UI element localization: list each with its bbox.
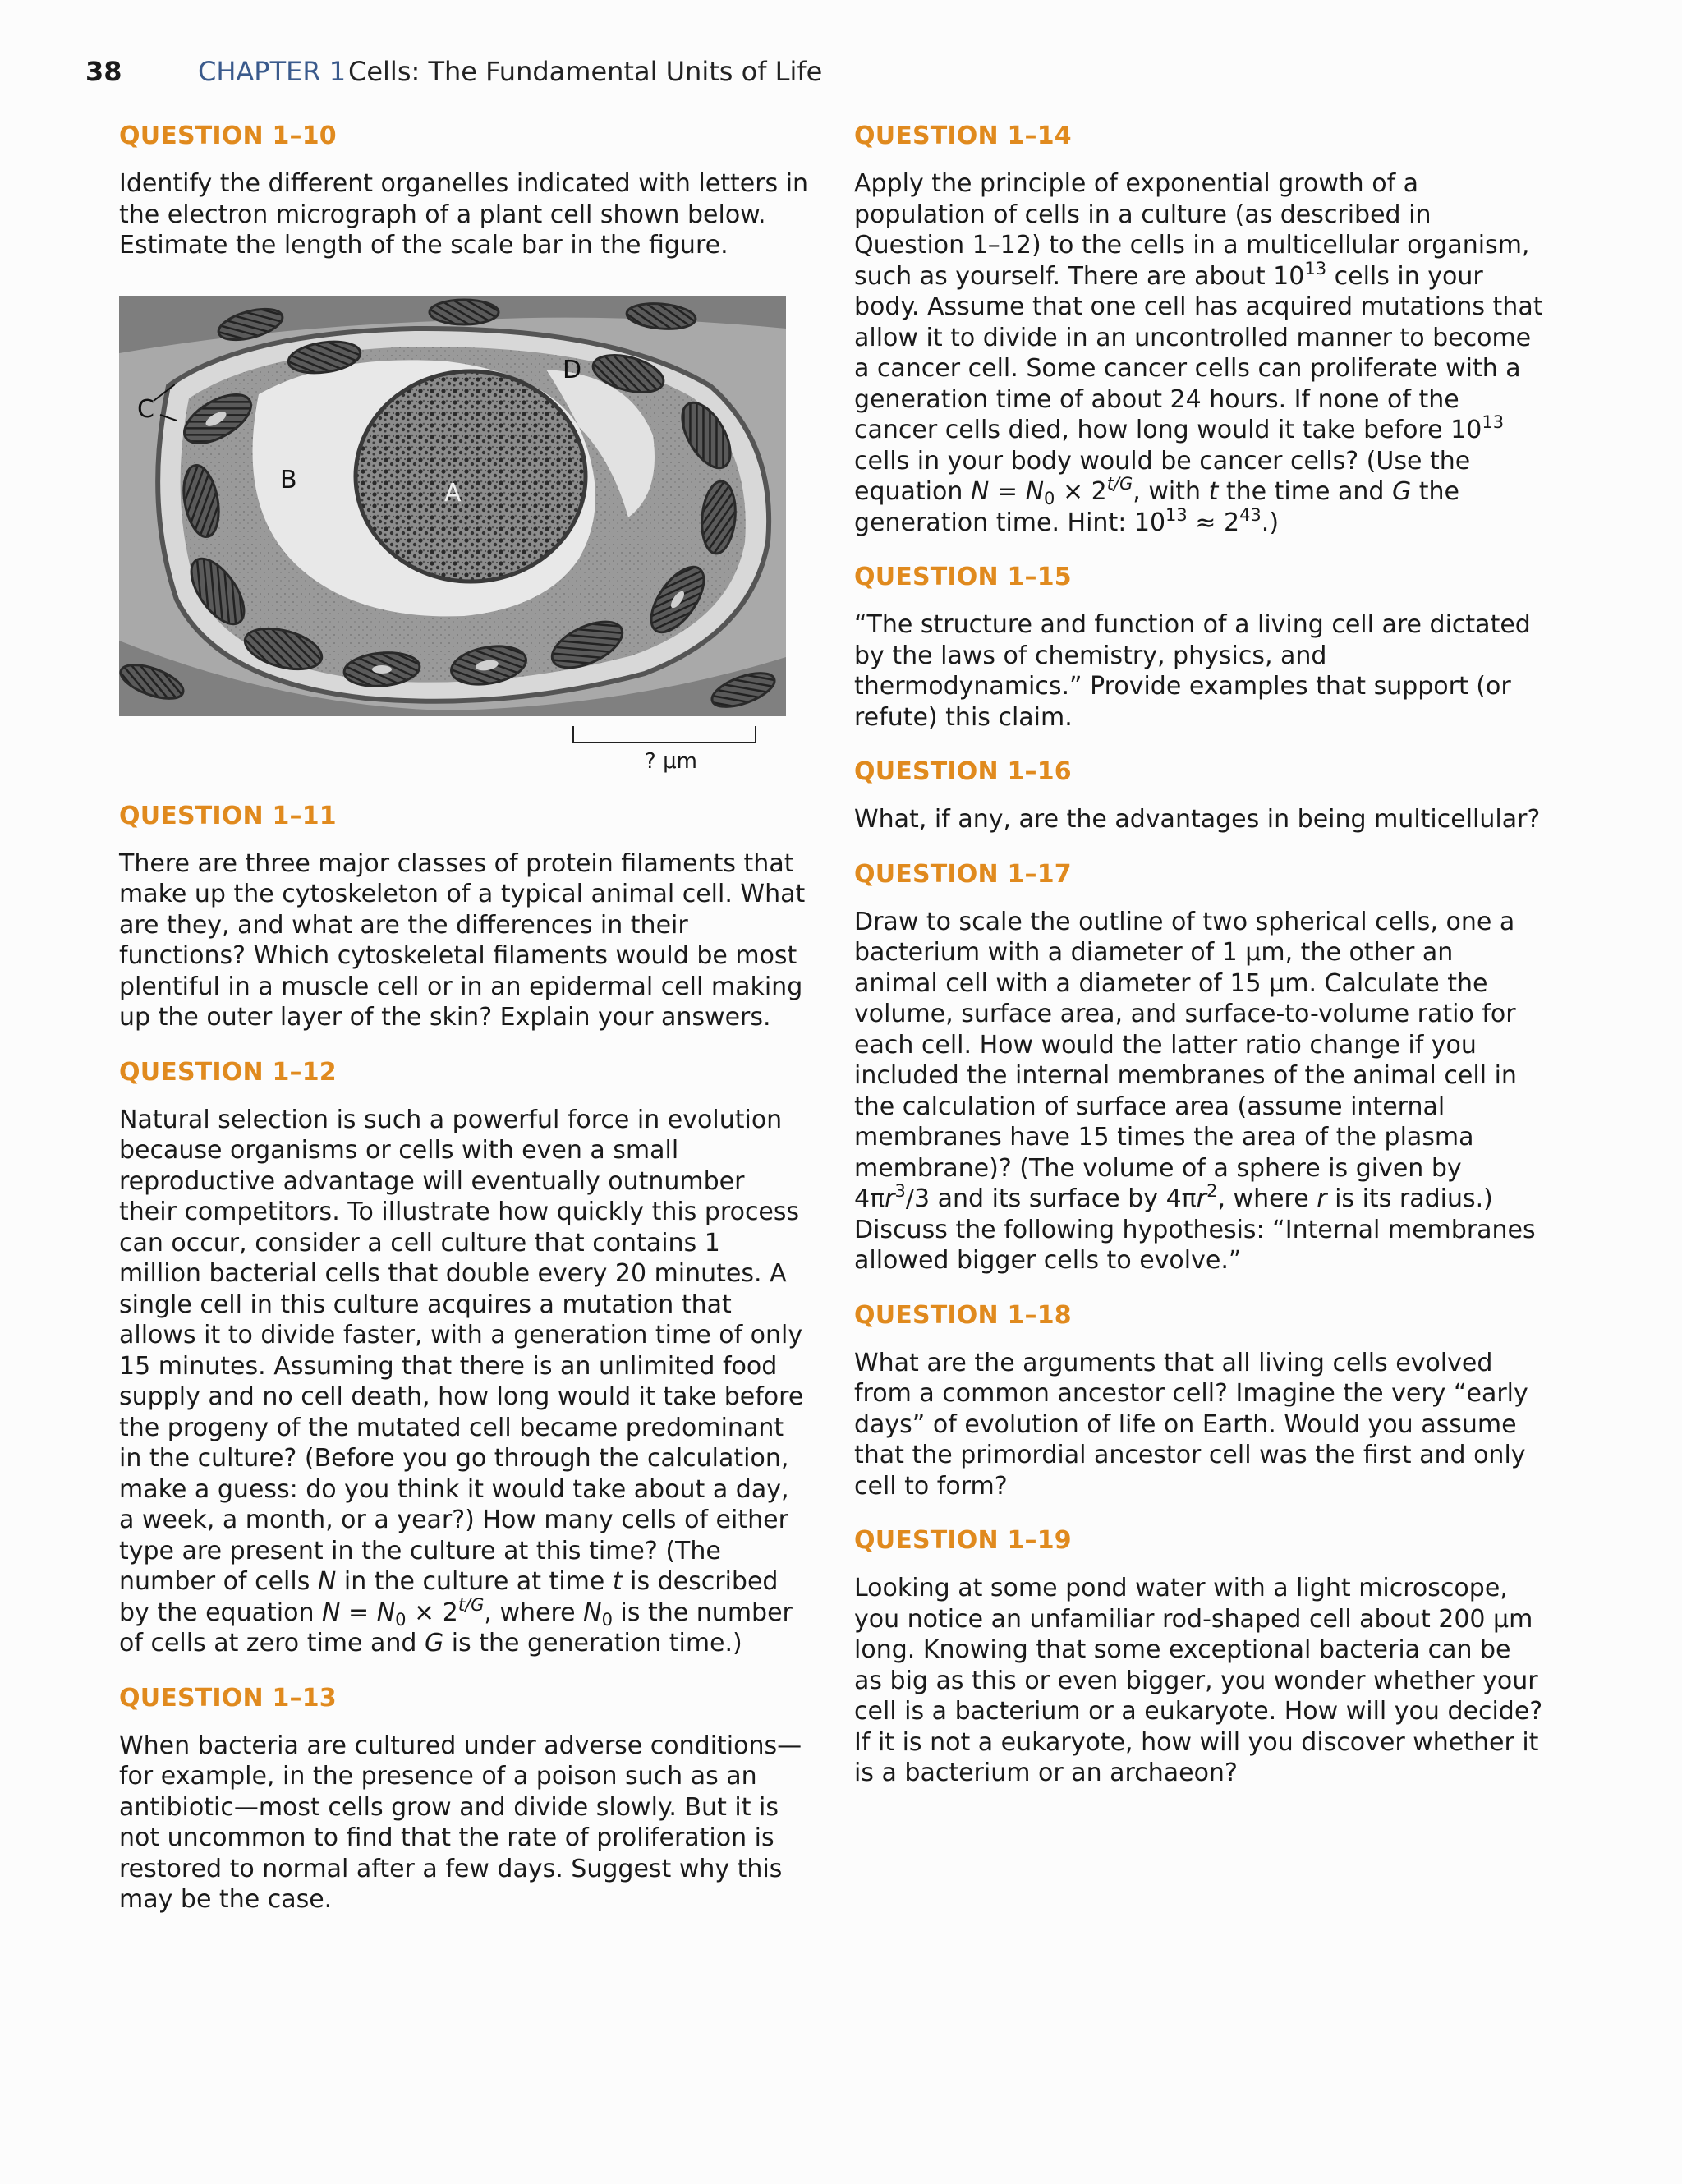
question-1-15 (854, 563, 1544, 733)
label-c: C (137, 394, 154, 424)
question-text: Apply the principle of exponential growth of a population of cells in a culture (as described in Question 1–12) to the cells in a multicellular organism, such as yourself. There are about $10^{13}$ cells in your body. Assume that one cell has acquired mutations that allow it to divide in an uncontrolled manner to become a cancer cell. Some cancer cells can proliferate with a generation time of about 24 hours. If none of the cancer cells died, how long would it take before $10^{13}$ cells in your body would be cancer cells? (Use the equation $N = N_0 \times 2^{t/G}$, with t the time and G the generation time. Hint: $10^{13} \approx 2^{43}$.) (854, 169, 1543, 537)
question-text: “The structure and function of a living cell are dictated by the laws of chemistry, physics, and thermodynamics.” Provide examples that support (or refute) this claim. (854, 610, 1531, 732)
question-title: QUESTION 1–14 (854, 122, 1072, 150)
question-text: What, if any, are the advantages in being multicellular? (854, 805, 1541, 834)
question-title: QUESTION 1–11 (119, 801, 337, 830)
question-1-16 (854, 757, 1544, 835)
question-1-17 (854, 860, 1544, 1276)
question-title: QUESTION 1–15 (854, 563, 1072, 591)
question-title: QUESTION 1–18 (854, 1300, 1072, 1330)
question-text: Looking at some pond water with a light microscope, you notice an unfamiliar rod-shaped cell about 200 μm long. Knowing that some exceptional bacteria can be as big as this or even bigger, you wonder whether your cell is a bacterium or a eukaryote. How will you decide? If it is not a eukaryote, how will you discover whether it is a bacterium or an archaeon? (854, 1574, 1543, 1787)
question-text: Identify the different organelles indicated with letters in the electron micrograph of a plant cell shown below. Estimate the length of the scale bar in the figure. (119, 169, 809, 260)
question-title: QUESTION 1–16 (854, 757, 1072, 786)
question-text: What are the arguments that all living cells evolved from a common ancestor cell? Imagine the very “early days” of evolution of life on Earth. Would you assume that the primordial ancestor cell was the first and only cell to form? (854, 1348, 1528, 1501)
label-d: D (563, 355, 582, 384)
scale-bar-label: ? μm (645, 748, 697, 774)
label-a: A (444, 478, 462, 508)
scale-bar (572, 726, 756, 744)
question-title: QUESTION 1–17 (854, 859, 1072, 889)
question-title: QUESTION 1–10 (119, 122, 337, 150)
left-column (119, 122, 809, 1915)
question-text: There are three major classes of protein filaments that make up the cytoskeleton of a typical animal cell. What are they, and what are the differences in their functions? Which cytoskeletal filaments would be most plentiful in a muscle cell or in an epidermal cell making up the outer layer of the skin? Explain your answers. (119, 848, 806, 1032)
question-1-10 (119, 122, 809, 261)
label-b: B (280, 465, 297, 494)
page-number: 38 (85, 56, 122, 87)
question-text: When bacteria are cultured under adverse conditions—for example, in the presence of a poison such as an antibiotic—most cells grow and divide slowly. But it is not uncommon to find that the rate of proliferation is restored to normal after a few days. Suggest why this may be the case. (119, 1731, 802, 1914)
chapter-label: CHAPTER 1 (198, 56, 347, 87)
question-1-12 (119, 1058, 809, 1659)
plant-cell-micrograph (119, 296, 786, 716)
question-1-18 (854, 1301, 1544, 1502)
question-1-11 (119, 802, 809, 1033)
question-title: QUESTION 1–13 (119, 1683, 337, 1713)
question-1-19 (854, 1526, 1544, 1789)
question-title: QUESTION 1–19 (854, 1526, 1072, 1555)
micrograph-figure (119, 296, 786, 774)
right-column (854, 122, 1544, 1789)
question-1-13 (119, 1684, 809, 1915)
question-text: Natural selection is such a powerful force in evolution because organisms or cells with even a small reproductive advantage will eventually outnumber their competitors. To illustrate how quickly this process can occur, consider a cell culture that contains 1 million bacterial cells that double every 20 minutes. A single cell in this culture acquires a mutation that allows it to divide faster, with a generation time of only 15 minutes. Assuming that there is an unlimited food supply and no cell death, how long would it take before the progeny of the mutated cell became predominant in the culture? (Before you go through the calculation, make a guess: do you think it would take about a day, a week, a month, or a year?) How many cells of either type are present in the culture at this time? (The number of cells N in the culture at time t is described by the equation $N = N_0 \times 2^{t/G}$, where $N_0$ is the number of cells at zero time and G is the generation time.) (119, 1105, 804, 1658)
question-text: Draw to scale the outline of two spherical cells, one a bacterium with a diameter of 1 μm, the other an animal cell with a diameter of 15 μm. Calculate the volume, surface area, and surface-to-volume ratio for each cell. How would the latter ratio change if you included the internal membranes of the animal cell in the calculation of surface area (assume internal membranes have 15 times the area of the plasma membrane)? (The volume of a sphere is given by $4\pi r^3/3$ and its surface by $4\pi r^2$, where r is its radius.) Discuss the following hypothesis: “Internal membranes allowed bigger cells to evolve.” (854, 907, 1536, 1275)
chapter-title: Cells: The Fundamental Units of Life (348, 56, 823, 87)
question-1-14 (854, 122, 1544, 538)
question-title: QUESTION 1–12 (119, 1057, 337, 1087)
